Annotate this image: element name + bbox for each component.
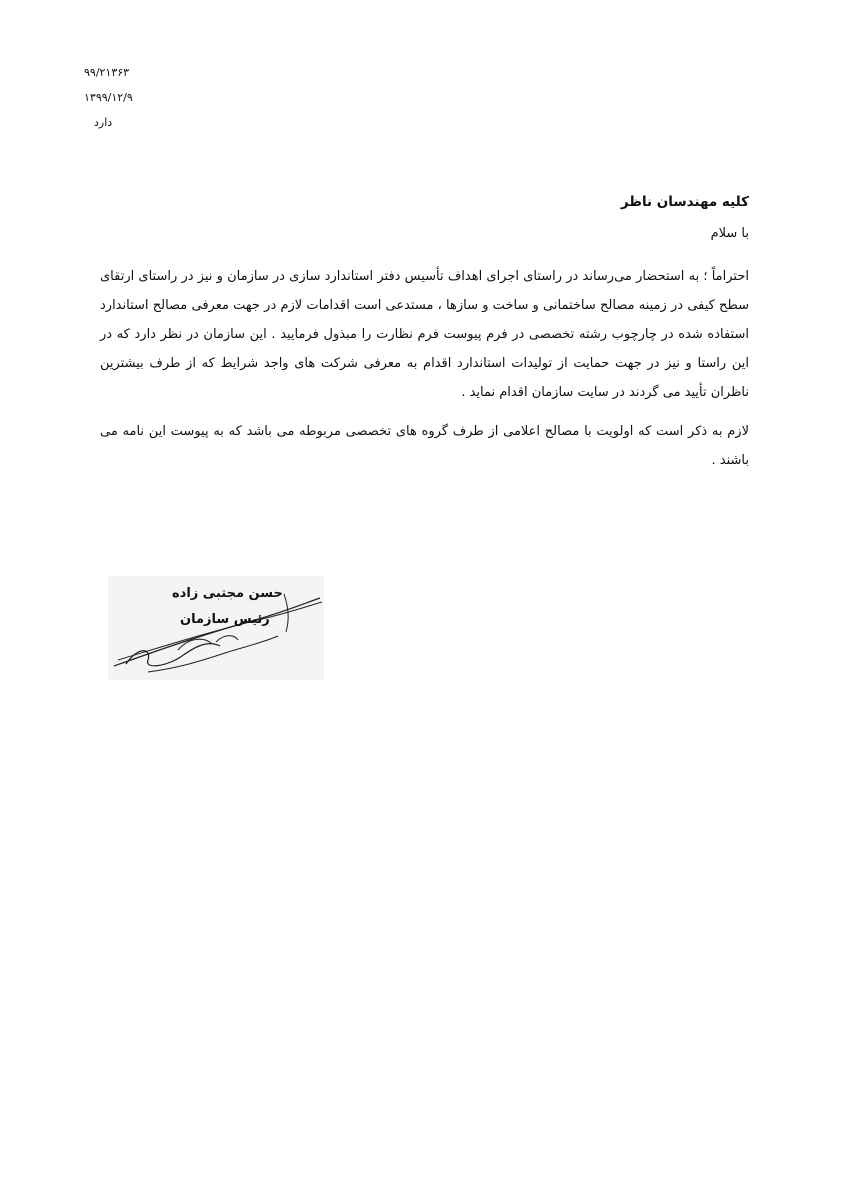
letter-date: ۱۳۹۹/۱۲/۹ (84, 91, 133, 104)
letter-number: ۹۹/۲۱۳۶۳ (84, 66, 130, 79)
signer-title: رئیس سازمان (180, 612, 270, 627)
body-paragraph-1: احتراماً ؛ به استحضار می‌رساند در راستای اجرای اهداف تأسیس دفتر استاندارد سازی در سازمان و نیز در راستای ارتقای سطح کیفی در زمینه مصالح ساختمانی و ساخت و سازها ، مستدعی است اقدامات لازم در جهت معرفی مصالح استاندارد استفاده شده در چارچوب رشته تخصصی در فرم پیوست فرم نظارت را مبذول فرمایید . این سازمان در نظر دارد که در این راستا و نیز در جهت حمایت از تولیدات استاندارد اقدام به معرفی شرکت های واجد شرایط که از طرف بیشترین ناظران تأیید می گردند در سایت سازمان اقدام نماید . (100, 269, 749, 400)
letter-meta (84, 60, 204, 135)
letter-body (100, 192, 749, 475)
recipient: کلیه مهندسان ناظر (620, 194, 749, 210)
signature-block (108, 576, 324, 680)
signer-name: حسن مجتبی زاده (172, 586, 283, 601)
greeting: با سلام (710, 226, 749, 241)
body-paragraph-2: لازم به ذکر است که اولویت با مصالح اعلامی از طرف گروه های تخصصی مربوطه می باشد که به پیوست این نامه می باشند . (100, 424, 749, 468)
attachment-status: دارد (94, 116, 113, 129)
